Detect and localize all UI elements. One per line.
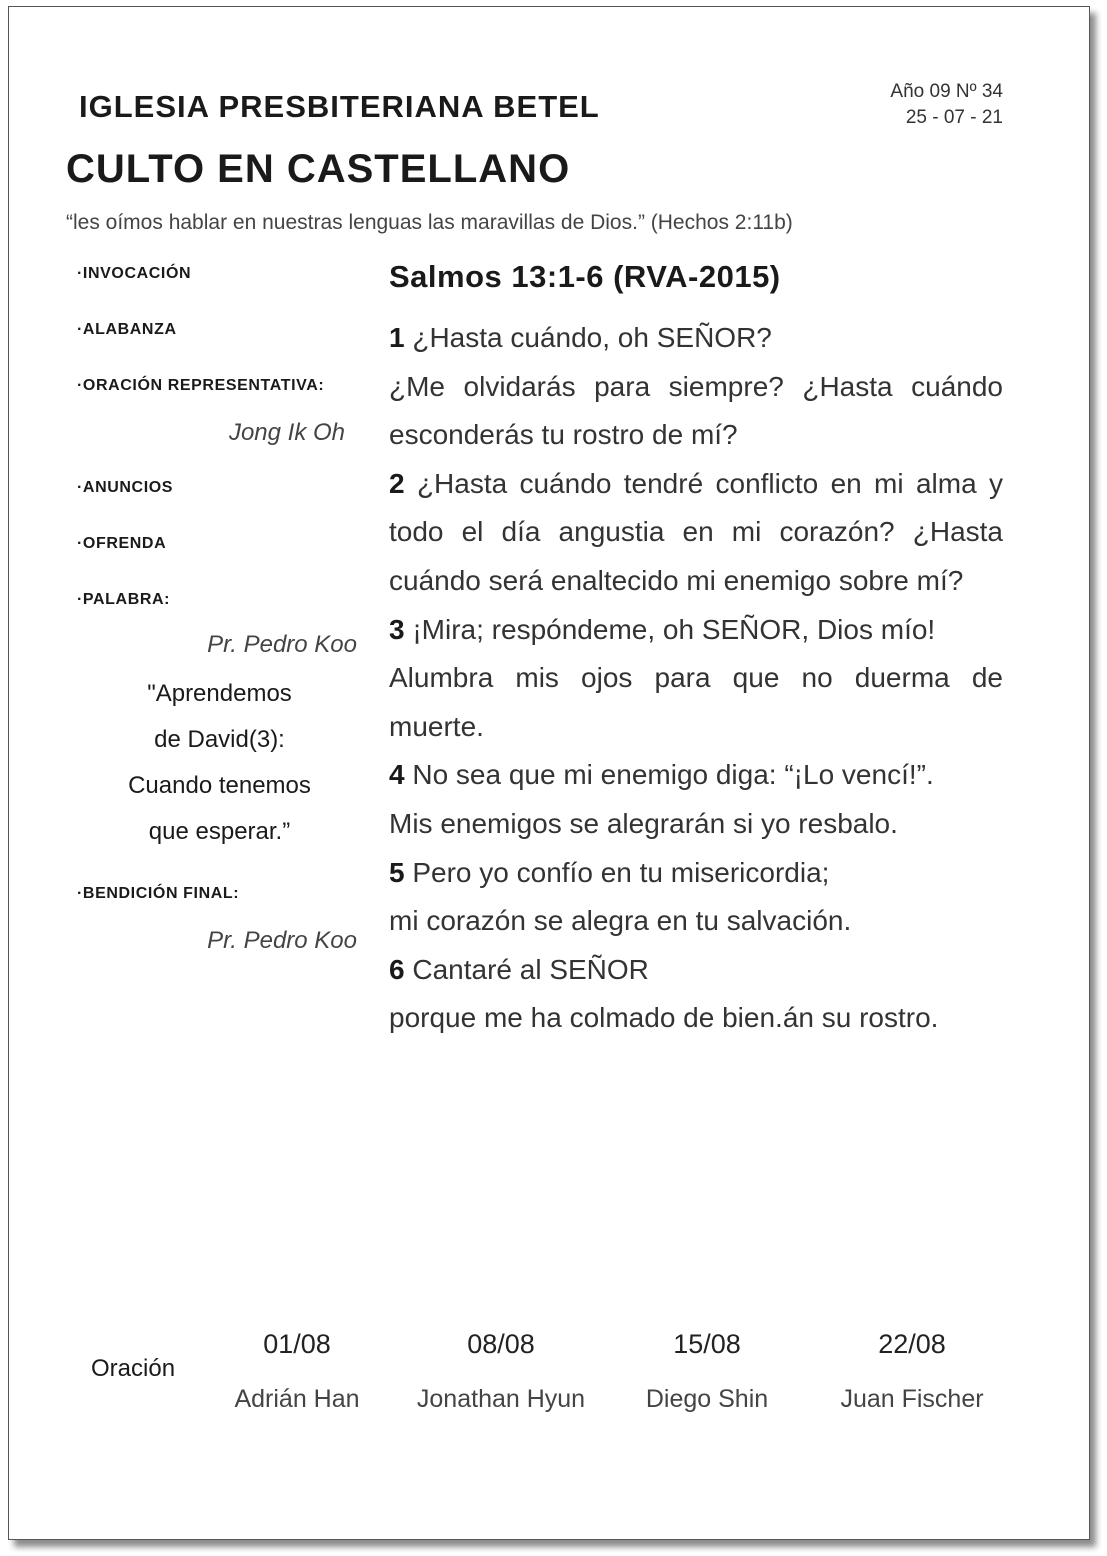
sermon-title [77, 671, 362, 855]
verse-line [389, 849, 1003, 898]
verse-text: Mis enemigos se alegrarán si yo resbalo. [389, 807, 898, 839]
verse-text: Alumbra mis ojos para que no duerma de muerte. [389, 662, 1003, 742]
order-of-service [77, 7, 357, 1007]
schedule-name: Jonathan Hyun [416, 1385, 586, 1413]
verse-line [389, 314, 1003, 363]
verse-line [389, 897, 1003, 946]
verse-line [389, 606, 1003, 655]
issue-date: 25 - 07 - 21 [905, 107, 1003, 128]
item-oracion: ·ORACIÓN REPRESENTATIVA: [77, 377, 325, 394]
verse-text: No sea que mi enemigo diga: “¡Lo vencí!”. [412, 759, 934, 791]
item-alabanza: ·ALABANZA [77, 321, 177, 338]
schedule-entry [607, 1329, 807, 1414]
item-anuncios: ·ANUNCIOS [77, 479, 174, 496]
verse-text: Cantaré al SEÑOR [412, 953, 649, 985]
item-palabra: ·PALABRA: [77, 591, 171, 608]
verse-line [389, 363, 1003, 460]
schedule-date: 01/08 [263, 1329, 331, 1359]
schedule-entry [401, 1329, 601, 1414]
verse-text: mi corazón se alegra en tu salvación. [389, 905, 852, 937]
verse-line [389, 800, 1003, 849]
palabra-person: Pr. Pedro Koo [207, 631, 357, 658]
scripture-reading [389, 314, 1003, 1043]
verse-number: 1 [389, 322, 405, 353]
item-ofrenda: ·OFRENDA [77, 535, 167, 552]
sermon-line: "Aprendemos [147, 680, 292, 707]
verse-number: 3 [389, 613, 405, 645]
sermon-line: que esperar.” [148, 818, 291, 845]
verse-text: Pero yo confío en tu misericordia; [412, 856, 830, 888]
verse-line [389, 654, 1003, 751]
issue-info [890, 79, 1003, 131]
epigraph: “les oímos hablar en nuestras lenguas las maravillas de Dios.” (Hechos 2:11b) [66, 211, 793, 234]
bendicion-person: Pr. Pedro Koo [207, 927, 357, 954]
sermon-line: Cuando tenemos [128, 772, 311, 799]
verse-text: ¿Me olvidarás para siempre? ¿Hasta cuándo esconderás tu rostro de mí? [389, 370, 1003, 451]
schedule-date: 08/08 [467, 1329, 535, 1359]
verse-text: ¿Hasta cuándo tendré conflicto en mi alma y todo el día angustia en mi corazón? ¿Hasta cuándo será enaltecido mi enemigo sobre mí? [389, 467, 1003, 596]
issue-number: Año 09 Nº 34 [890, 81, 1003, 102]
item-invocacion: ·INVOCACIÓN [77, 265, 192, 282]
sermon-line: de David(3): [154, 726, 285, 753]
schedule-date: 22/08 [878, 1329, 946, 1359]
church-name: IGLESIA PRESBITERIANA BETEL [79, 89, 600, 124]
verse-line [389, 946, 1003, 995]
verse-text: ¿Hasta cuándo, oh SEÑOR? [412, 322, 772, 353]
schedule-entry [197, 1329, 397, 1414]
schedule-name: Diego Shin [645, 1385, 769, 1413]
verse-line [389, 460, 1003, 606]
oracion-person: Jong Ik Oh [228, 419, 345, 446]
bulletin-page [8, 6, 1090, 1540]
reading-title: Salmos 13:1-6 (RVA-2015) [389, 259, 781, 294]
verse-number: 2 [389, 467, 405, 499]
verse-number: 6 [389, 953, 405, 985]
service-title: CULTO EN CASTELLANO [66, 147, 571, 191]
item-bendicion: ·BENDICIÓN FINAL: [77, 885, 240, 902]
verse-number: 5 [389, 856, 405, 888]
verse-text: ¡Mira; respóndeme, oh SEÑOR, Dios mío! [412, 613, 936, 645]
schedule-name: Juan Fischer [840, 1385, 984, 1413]
schedule-entry [812, 1329, 1012, 1414]
prayer-schedule-label: Oración [91, 1355, 176, 1382]
verse-text: porque me ha colmado de bien.án su rostro. [389, 1002, 939, 1034]
verse-number: 4 [389, 759, 405, 791]
schedule-date: 15/08 [673, 1329, 741, 1359]
schedule-name: Adrián Han [234, 1385, 360, 1413]
verse-line [389, 994, 1003, 1043]
verse-line [389, 751, 1003, 800]
